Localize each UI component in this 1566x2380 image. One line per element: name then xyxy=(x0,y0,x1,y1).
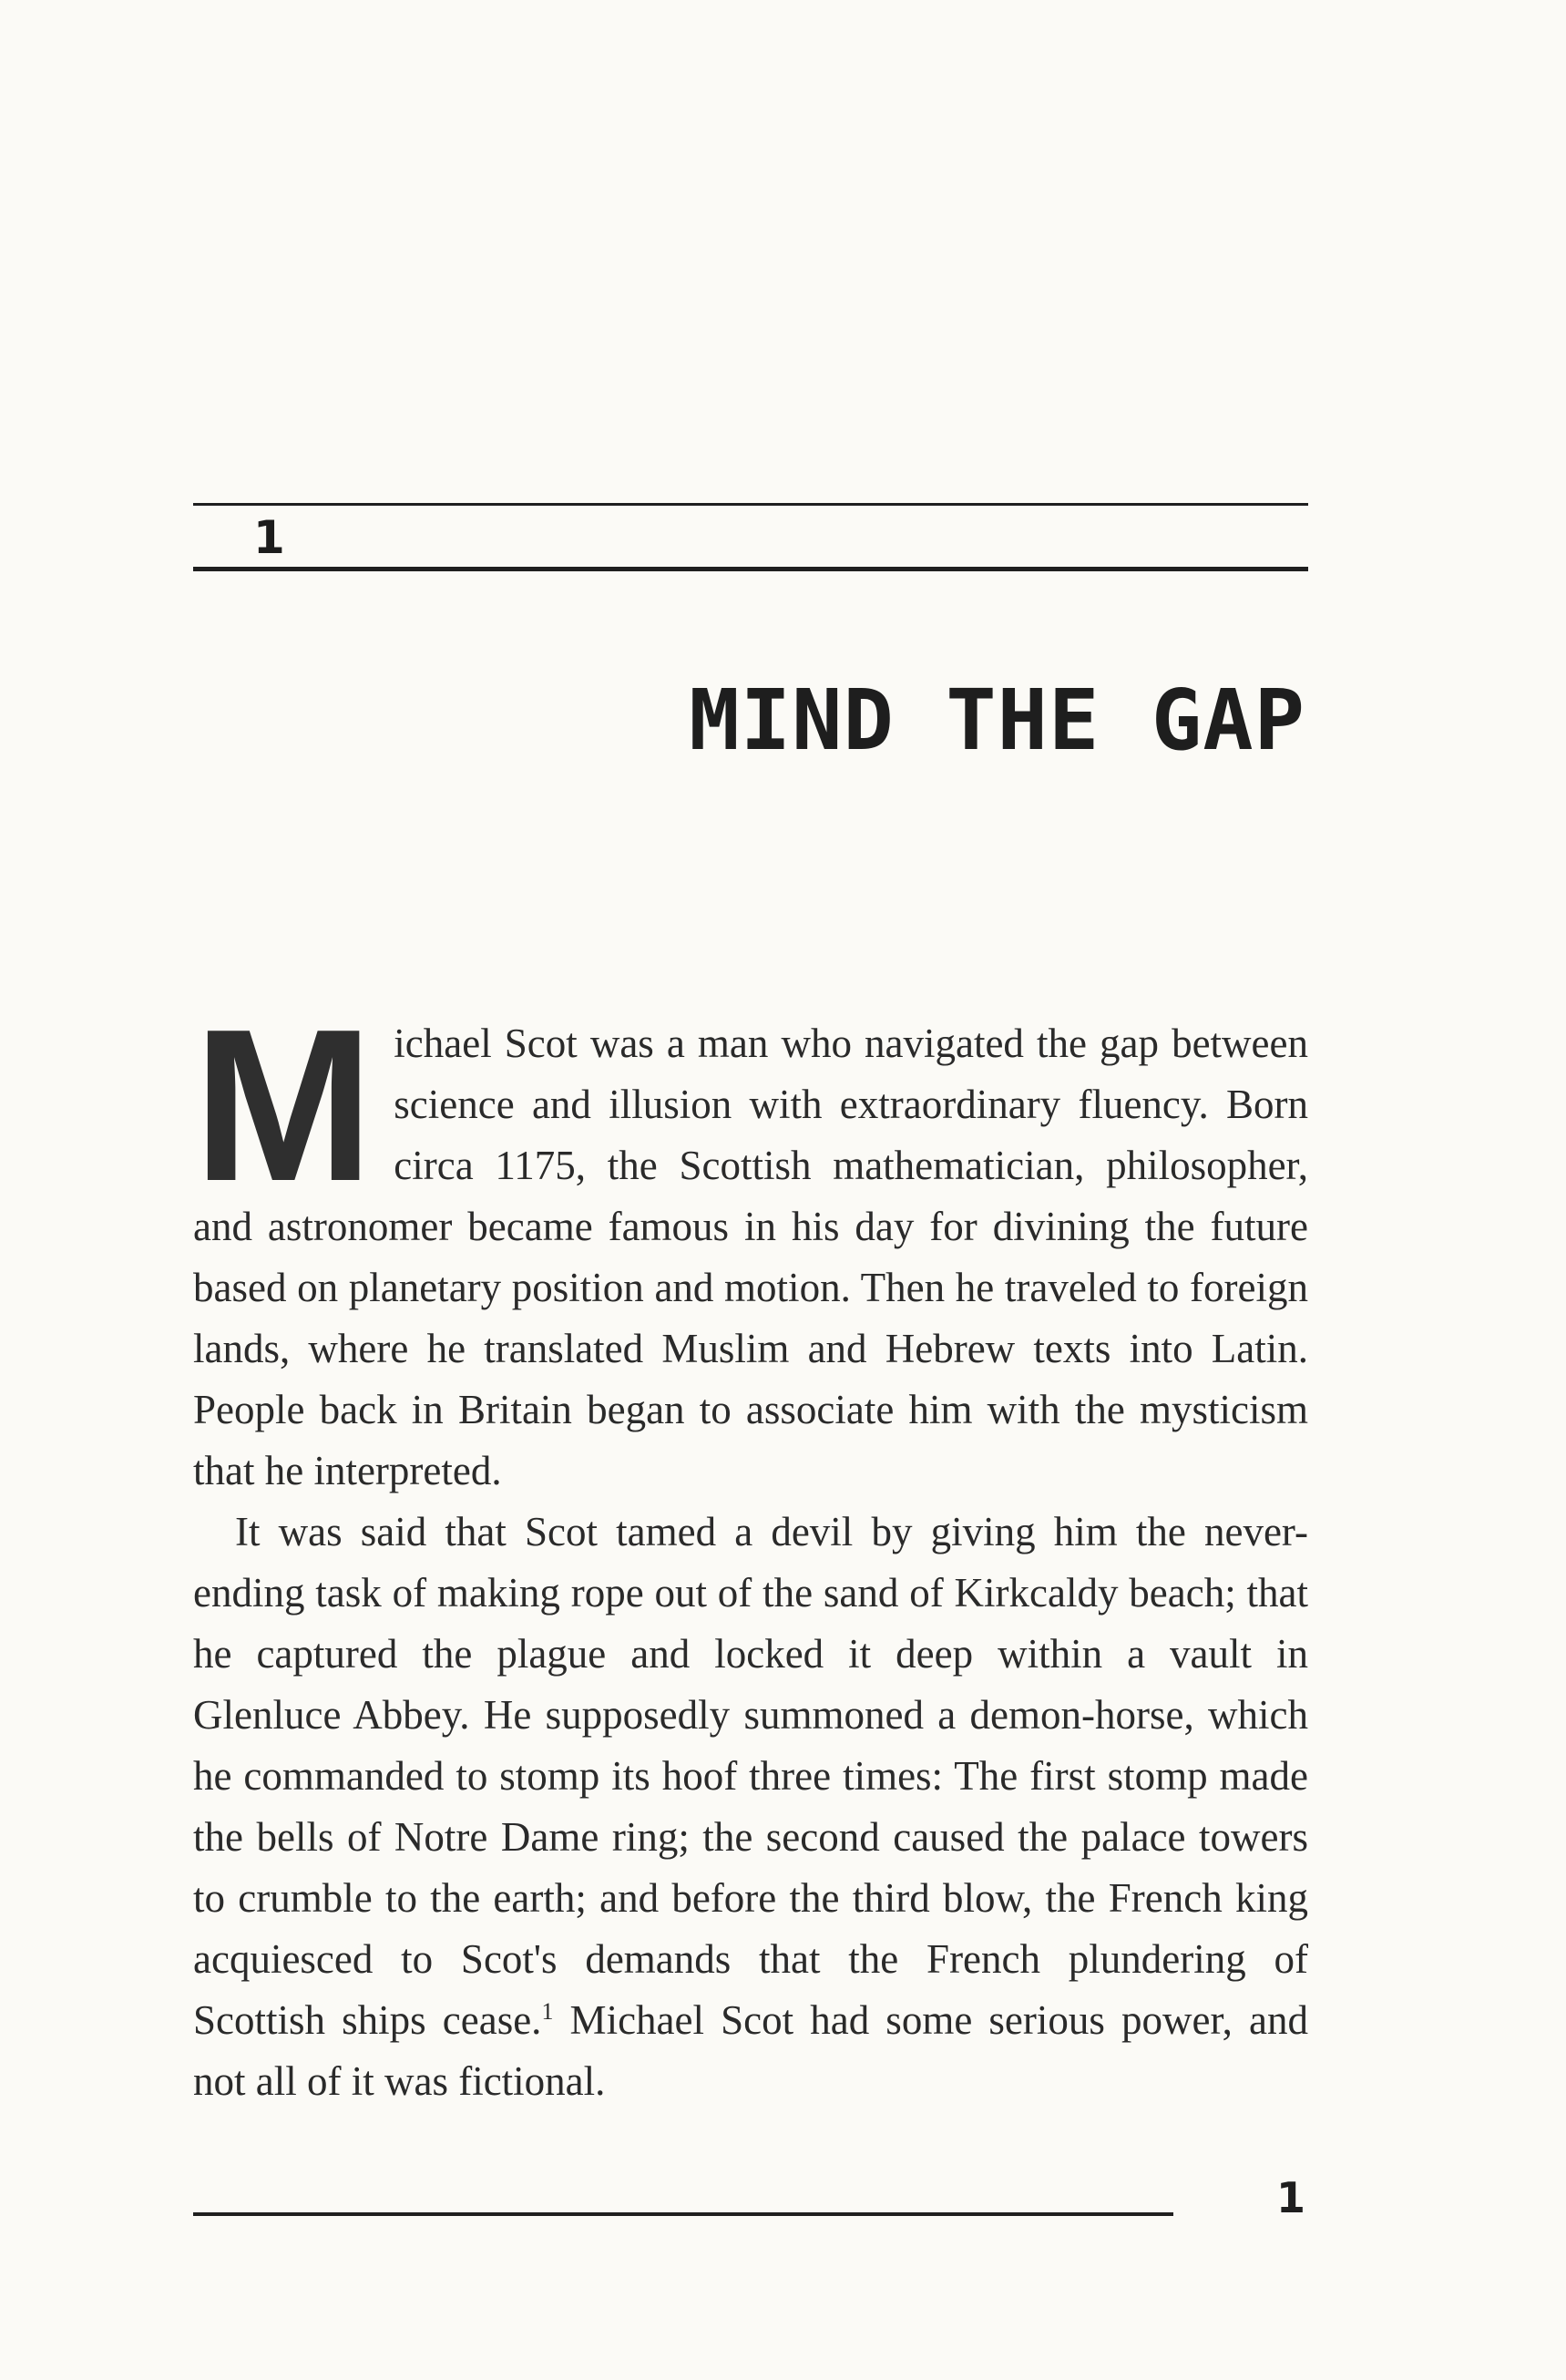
chapter-header-top-rule xyxy=(193,503,1308,506)
chapter-title: MIND THE GAP xyxy=(689,672,1305,769)
chapter-body xyxy=(193,985,1309,2112)
footer-rule xyxy=(193,2212,1173,2216)
paragraph-1-text: ichael Scot was a man who navigated the gap between science and illusion with extraordinary fluency. Born circa 1175, the Scottish mathematician, philosopher, and astronomer became famous in his day for divining the future based on planetary position and motion. Then he traveled to foreign lands, where he translated Muslim and Hebrew texts into Latin. People back in Britain began to associate him with the mysticism that he interpreted. xyxy=(193,1021,1308,1493)
page-number: 1 xyxy=(1275,2173,1305,2222)
chapter-number: 1 xyxy=(253,511,285,564)
paragraph-2 xyxy=(193,1502,1308,2112)
paragraph-2-text-end: Michael Scot had some serious power, and not all of it was fictional. xyxy=(193,1997,1309,2104)
chapter-header-bottom-rule xyxy=(193,567,1308,571)
paragraph-2-text: It was said that Scot tamed a devil by giving him the never-ending task of making rope out of the sand of Kirkcaldy beach; that he captured the plague and locked it deep within a vault in Glenluce Abbey. He supposedly summoned a demon-horse, which he commanded to stomp its hoof three times: The first stomp made the bells of Notre Dame ring; the second caused the palace towers to crumble to the earth; and before the third blow, the French king acquiesced to Scot's demands that the French plundering of Scottish ships cease. xyxy=(193,1509,1308,2043)
endnote-reference[interactable]: 1 xyxy=(541,1998,554,2025)
paragraph-1 xyxy=(193,985,1308,1502)
drop-cap: M xyxy=(193,985,374,1226)
